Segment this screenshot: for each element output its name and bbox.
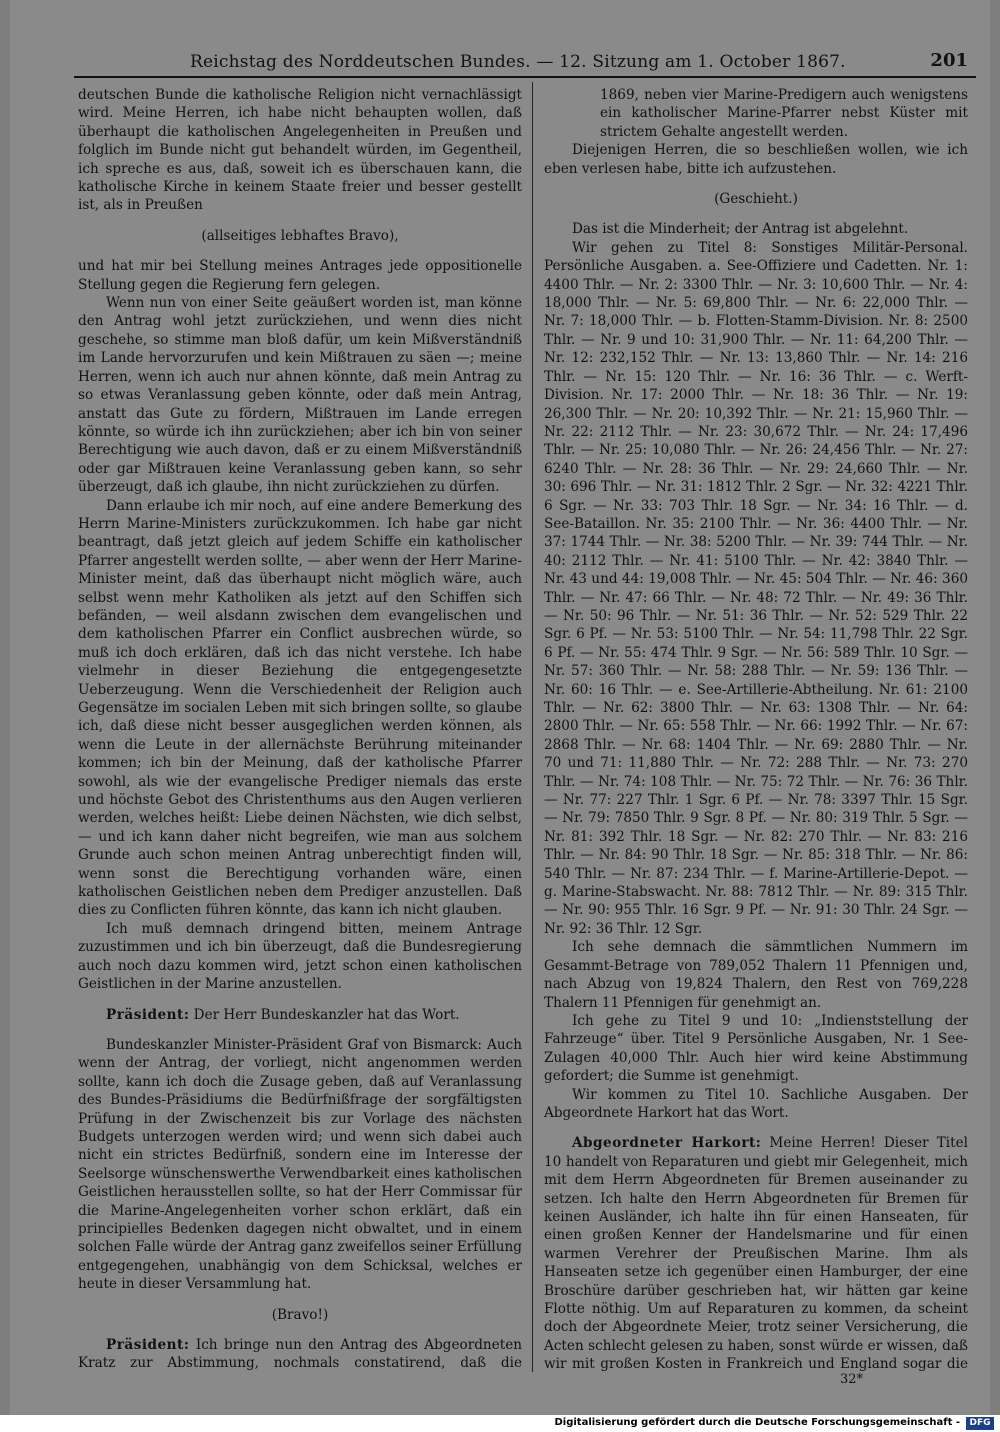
interjection: (Geschieht.) bbox=[714, 191, 798, 208]
paragraph: und hat mir bei Stellung meines Antrages jede oppositionelle Stellung gegen die Regierung fern gelegen. bbox=[78, 258, 522, 293]
paragraph: Das ist die Minderheit; der Antrag ist abgelehnt. bbox=[572, 221, 909, 238]
speaker-paragraph bbox=[544, 1134, 968, 1372]
speech-text: Meine Herren! Dieser Titel 10 handelt von Reparaturen und giebt mir Gelegenheit, mich mit dem Herrn Abgeordneten für Bremen auseinander zu setzen. Ich halte den Herrn Abgeordneten für Bremen für keinen Ausländer, ich halte ihn für einen Hanseaten, für einen großen Kenner der Handelsmarine und für einen warmen Verehrer der Preußischen Marine. Ihm als Hanseaten setze ich gegenüber einen Hamburger, der eine Broschüre darüber geschrieben hat, wir hätten gar keine Flotte nöthig. Um auf Reparaturen zu kommen, da scheint doch der Abgeordnete Meier, trotz seiner Versicherung, die Acten schlecht gelesen zu haben, sonst würde er wissen, daß wir mit großen Kosten in Frankreich und England sogar die bbox=[544, 1135, 968, 1372]
speaker-paragraph bbox=[78, 1336, 522, 1372]
interjection: (Bravo!) bbox=[271, 1306, 329, 1323]
paragraph: Wenn nun von einer Seite geäußert worden ist, man könne den Antrag wohl jetzt zurückziehen, und wenn dies nicht geschehe, so stimme man bloß dafür, um kein Mißverständniß im Lande hervorzurufen und kein Mißtrauen zu säen —; meine Herren, wenn ich auch nur ahnen könnte, daß mein Antrag zu so etwas Veranlassung geben könnte, oder daß mein Antrag, anstatt das Gute zu fördern, Mißtrauen im Lande erregen könnte, so würde ich ihn zurückziehen; aber ich bin von seiner Berechtigung wie auch davon, daß er zu einem Mißverständniß oder gar Mißtrauen keine Veranlassung geben kann, so sehr überzeugt, daß ich glaube, ihn nicht zurückziehen zu dürfen. bbox=[78, 295, 522, 496]
interjection: (allseitiges lebhaftes Bravo), bbox=[201, 227, 399, 244]
motion-text: 1869, neben vier Marine-Predigern auch wenigstens ein katholischer Marine-Pfarrer nebst Küster mit strictem Gehalte angestellt werden. bbox=[600, 87, 968, 140]
paragraph: deutschen Bunde die katholische Religion nicht vernachlässigt wird. Meine Herren, ich habe nicht behaupten wollen, daß überhaupt die katholischen Angelegenheiten in Preußen und folglich im Bunde nicht gut behandelt würden, im Gegentheil, ich spreche es aus, daß, soweit ich es überschauen kann, die katholische Kirche in keinem Staate freier und besser gestellt ist, als in Preußen bbox=[78, 87, 522, 214]
speech-text: Ich bringe nun den Antrag des Abgeordneten Kratz zur Abstimmung, nochmals constatirend, daß die bbox=[78, 1337, 522, 1372]
speaker-name: Abgeordneter Harkort: bbox=[572, 1135, 762, 1152]
running-title: Reichstag des Norddeutschen Bundes. — 12. Sitzung am 1. October 1867. bbox=[190, 52, 846, 72]
paragraph: Ich muß demnach dringend bitten, meinem Antrage zuzustimmen und ich bin überzeugt, daß die Bundesregierung auch noch dazu kommen wird, jetzt schon einen katholischen Geistlichen in der Marine anzustellen. bbox=[78, 920, 522, 993]
speech-text: Auch wenn der Antrag, der vorliegt, nicht angenommen werden sollte, kann ich doch die Zusage geben, daß auf Veranlassung des Bundes-Präsidiums die Bedürfnißfrage der sorgfältigsten Prüfung in der Zwischenzeit bis zur Vorlage des nächsten Budgets unterzogen werden wird; und wenn sich dabei auch nicht ein strictes Bedürfniß, sondern eine im Interesse der Seelsorge wünschenswerthe Verwendbarkeit eines katholischen Geistlichen herausstellen sollte, so hat der Herr Commissar für die Marine-Angelegenheiten vorher schon erklärt, daß ein principielles Bedenken dagegen nicht obwaltet, und in einem solchen Falle würde der Antrag ganz zweifellos seiner Erfüllung entgegengehen, unabhängig von dem Schicksal, welches er heute in dieser Versammlung hat. bbox=[78, 1036, 522, 1293]
paragraph: Dann erlaube ich mir noch, auf eine andere Bemerkung des Herrn Marine-Ministers zurückzukommen. Ich habe gar nicht beantragt, daß jetzt gleich auf jedem Schiffe ein katholischer Pfarrer angestellt werden sollte, — aber wenn der Herr Marine-Minister meint, daß das überhaupt nicht möglich wäre, auch selbst wenn mehr Katholiken als jetzt auf den Schiffen sich befänden, — weil alsdann zwischen dem evangelischen und dem katholischen Pfarrer ein Conflict ausbrechen würde, so muß ich doch erklären, daß ich das nicht verstehe. Ich habe vielmehr in dieser Beziehung die entgegengesetzte Ueberzeugung. Wenn die Verschiedenheit der Religion auch Gegensätze im socialen Leben mit sich bringen sollte, so glaube ich, daß diese nicht besser ausgeglichen werden können, als wenn die Leute in der allernächste Berührung miteinander kommen; ich bin der Meinung, daß der katholische Pfarrer sowohl, als wie der evangelische Prediger niemals das erste und höchste Gebot des Christenthums aus den Augen verlieren werden, welches heißt: Liebe deinen Nächsten, wie dich selbst, — und ich kann daher nicht begreifen, wie man aus solchem Grunde auch schon meinen Antrag unberechtigt finden will, wenn sonst die Berechtigung vorhanden wäre, einen katholischen Geistlichen neben dem Prediger anzustellen. Daß dies zu Conflicten führen könnte, das kann ich nicht glauben. bbox=[78, 497, 522, 919]
speaker-name: Präsident: bbox=[106, 1337, 190, 1353]
page-header bbox=[190, 48, 970, 76]
funding-credit: Digitalisierung gefördert durch die Deutsche Forschungsgemeinschaft - bbox=[554, 1417, 960, 1428]
speaker-paragraph bbox=[78, 1036, 522, 1294]
page-number: 201 bbox=[930, 50, 968, 71]
paragraph: Ich gehe zu Titel 9 und 10: „Indienststellung der Fahrzeuge“ über. Titel 9 Persönliche Ausgaben, Nr. 1 See-Zulagen 40,000 Thlr. Auch hier wird keine Abstimmung gefordert; die Summe ist genehmigt. bbox=[544, 1012, 968, 1085]
speech-text: Der Herr Bundeskanzler hat das Wort. bbox=[193, 1006, 460, 1023]
left-column bbox=[78, 86, 522, 1372]
speaker-name: Bundeskanzler Minister-Präsident Graf von Bismarck: bbox=[106, 1036, 482, 1053]
speaker-paragraph bbox=[78, 1006, 522, 1024]
footer-bar bbox=[0, 1415, 1000, 1432]
column-divider bbox=[532, 82, 533, 1372]
dfg-logo-icon: DFG bbox=[966, 1417, 994, 1430]
header-rule bbox=[74, 76, 976, 78]
signature-mark: 32* bbox=[840, 1372, 864, 1387]
paragraph: Ich sehe demnach die sämmtlichen Nummern im Gesammt-Betrage von 789,052 Thalern 11 Pfennigen und, nach Abzug von 19,824 Thalern, den Rest von 769,228 Thalern 11 Pfennigen für genehmigt an. bbox=[544, 939, 968, 1011]
speaker-name: Präsident: bbox=[106, 1006, 190, 1023]
budget-list: Wir gehen zu Titel 8: Sonstiges Militär-Personal. Persönliche Ausgaben. a. See-Offiziere und Cadetten. Nr. 1: 4400 Thlr. — Nr. 2: 3300 Thlr. — Nr. 3: 10,600 Thlr. — Nr. 4: 18,000 Thlr. — Nr. 5: 69,800 Thlr. — Nr. 6: 22,000 Thlr. — Nr. 7: 18,000 Thlr. — b. Flotten-Stamm-Division. Nr. 8: 2500 Thlr. — Nr. 9 und 10: 31,900 Thlr. — Nr. 11: 64,200 Thlr. — Nr. 12: 232,152 Thlr. — Nr. 13: 13,860 Thlr. — Nr. 14: 216 Thlr. — Nr. 15: 120 Thlr. — Nr. 16: 36 Thlr. — c. Werft-Division. Nr. 17: 2000 Thlr. — Nr. 18: 36 Thlr. — Nr. 19: 26,300 Thlr. — Nr. 20: 10,392 Thlr. — Nr. 21: 15,960 Thlr. — Nr. 22: 2112 Thlr. — Nr. 23: 30,672 Thlr. — Nr. 24: 17,496 Thlr. — Nr. 25: 10,080 Thlr. — Nr. 26: 24,456 Thlr. — Nr. 27: 6240 Thlr. — Nr. 28: 36 Thlr. — Nr. 29: 24,660 Thlr. — Nr. 30: 696 Thlr. — Nr. 31: 1812 Thlr. 2 Sgr. — Nr. 32: 4221 Thlr. 6 Sgr. — Nr. 33: 703 Thlr. 18 Sgr. — Nr. 34: 16 Thlr. — d. See-Bataillon. Nr. 35: 2100 Thlr. — Nr. 36: 4400 Thlr. — Nr. 37: 1744 Thlr. — Nr. 38: 5200 Thlr. — Nr. 39: 744 Thlr. — Nr. 40: 2112 Thlr. — Nr. 41: 5100 Thlr. — Nr. 42: 3840 Thlr. — Nr. 43 und 44: 19,008 Thlr. — Nr. 45: 504 Thlr. — Nr. 46: 360 Thlr. — Nr. 47: 66 Thlr. — Nr. 48: 72 Thlr. — Nr. 49: 36 Thlr. — Nr. 50: 96 Thlr. — Nr. 51: 36 Thlr. — Nr. 52: 529 Thlr. 22 Sgr. 6 Pf. — Nr. 53: 5100 Thlr. — Nr. 54: 11,798 Thlr. 22 Sgr. 6 Pf. — Nr. 55: 474 Thlr. 9 Sgr. — Nr. 56: 589 Thlr. 10 Sgr. — Nr. 57: 360 Thlr. — Nr. 58: 288 Thlr. — Nr. 59: 136 Thlr. — Nr. 60: 16 Thlr. — e. See-Artillerie-Abtheilung. Nr. 61: 2100 Thlr. — Nr. 62: 3800 Thlr. — Nr. 63: 1308 Thlr. — Nr. 64: 2800 Thlr. — Nr. 65: 558 Thlr. — Nr. 66: 1992 Thlr. — Nr. 67: 2868 Thlr. — Nr. 68: 1404 Thlr. — Nr. 69: 2880 Thlr. — Nr. 70 und 71: 11,880 Thlr. — Nr. 72: 288 Thlr. — Nr. 73: 270 Thlr. — Nr. 74: 108 Thlr. — Nr. 75: 72 Thlr. — Nr. 76: 36 Thlr. — Nr. 77: 227 Thlr. 1 Sgr. 6 Pf. — Nr. 78: 3397 Thlr. 15 Sgr. — Nr. 79: 7850 Thlr. 9 Sgr. 8 Pf. — Nr. 80: 319 Thlr. 5 Sgr. — Nr. 81: 392 Thlr. 18 Sgr. — Nr. 82: 270 Thlr. — Nr. 83: 216 Thlr. — Nr. 84: 90 Thlr. 18 Sgr. — Nr. 85: 318 Thlr. — Nr. 86: 540 Thlr. — Nr. 87: 234 Thlr. — f. Marine-Artillerie-Depot. — g. Marine-Stabswacht. Nr. 88: 7812 Thlr. — Nr. 89: 315 Thlr. — Nr. 90: 955 Thlr. 16 Sgr. 9 Pf. — Nr. 91: 30 Thlr. 24 Sgr. — Nr. 92: 36 Thlr. 12 Sgr. bbox=[544, 239, 968, 937]
paragraph: Wir kommen zu Titel 10. Sachliche Ausgaben. Der Abgeordnete Harkort hat das Wort. bbox=[544, 1086, 968, 1121]
right-column bbox=[544, 86, 968, 1372]
paragraph: Diejenigen Herren, die so beschließen wollen, wie ich eben verlesen habe, bitte ich aufzustehen. bbox=[544, 142, 968, 177]
